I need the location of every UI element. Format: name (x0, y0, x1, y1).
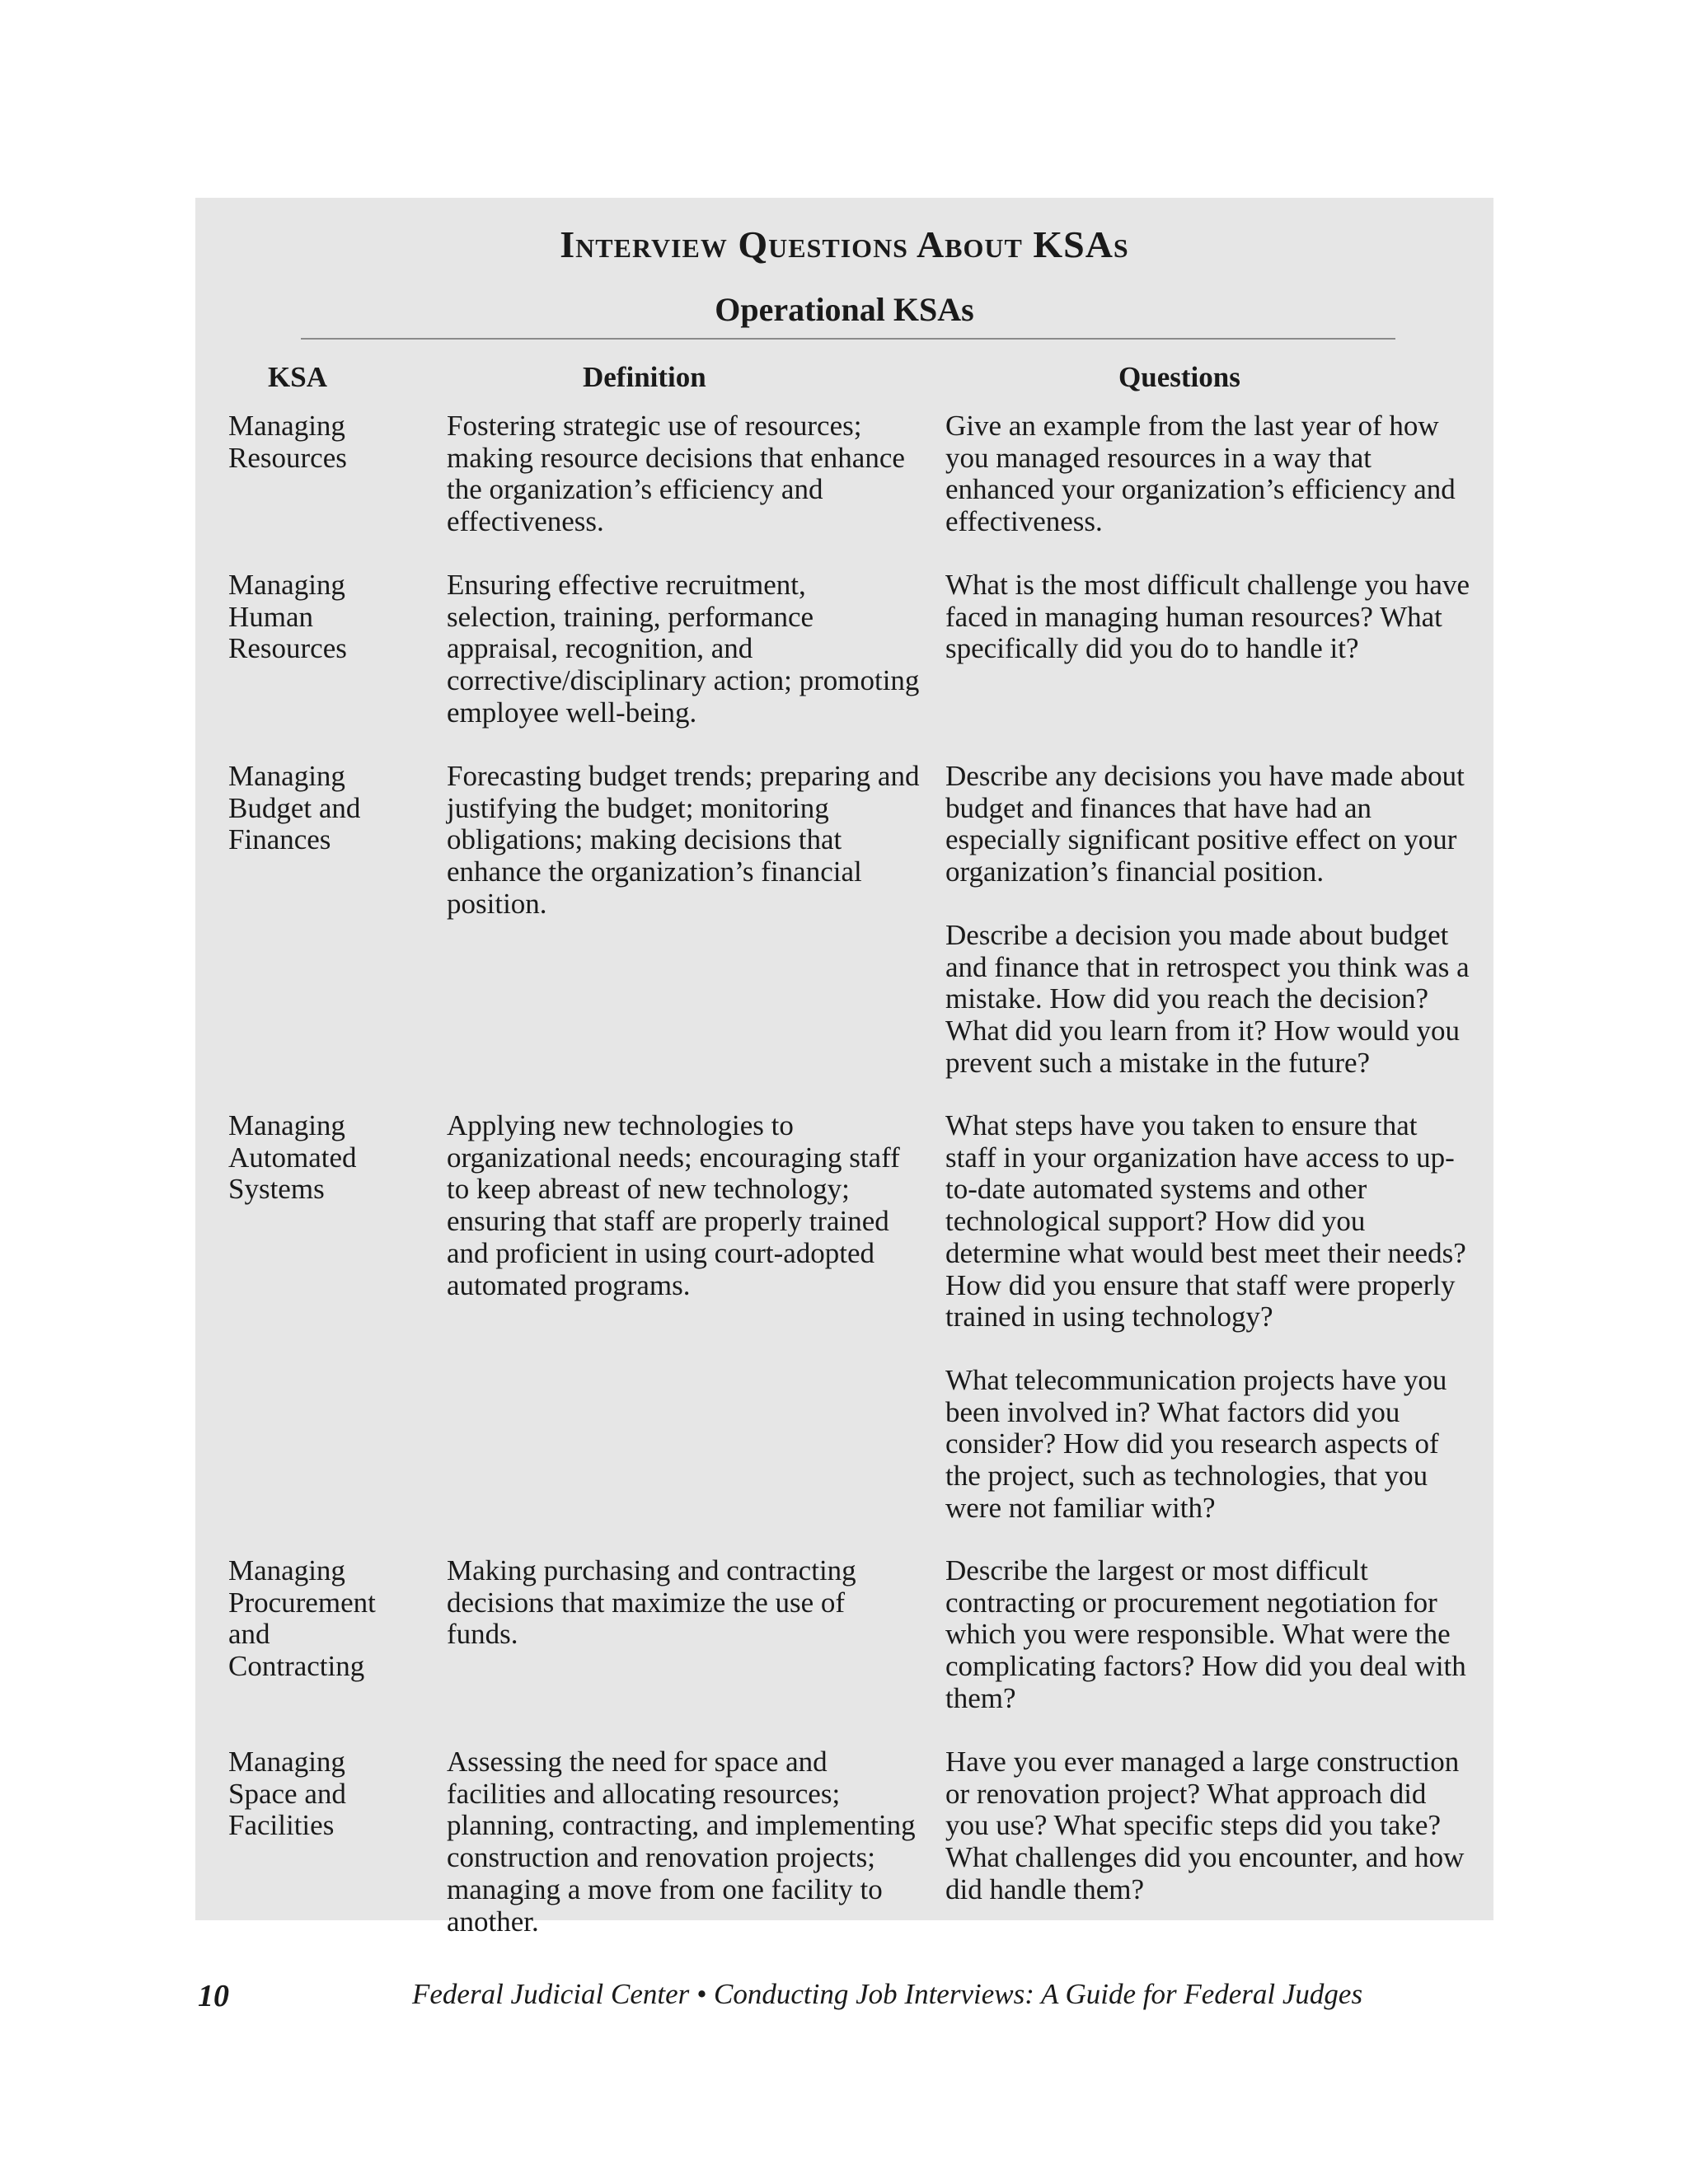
ksa-cell: Managing Space and Facilities (228, 1746, 346, 1842)
panel-title: Interview Questions About KSAs (560, 223, 1129, 265)
definition-cell: Ensuring effective recruitment, selection, training, performance appraisal, recognition, and corrective/disciplinary action; promoting employee well-being. (447, 569, 920, 729)
column-header-ksa: KSA (268, 361, 327, 393)
question-text: Give an example from the last year of how you managed resources in a way that enhanced your organization’s efficiency and effectiveness. (945, 410, 1456, 538)
table-row (195, 569, 1493, 729)
definition-cell: Forecasting budget trends; preparing and justifying the budget; monitoring obligations; making decisions that enhance the organization’s financial position. (447, 760, 920, 920)
definition-cell: Making purchasing and contracting decisions that maximize the use of funds. (447, 1554, 856, 1651)
questions-cell (945, 410, 1473, 538)
ksa-cell: Managing Procurement and Contracting (228, 1554, 376, 1683)
page-number: 10 (198, 1979, 229, 2013)
panel-subtitle: Operational KSAs (715, 291, 974, 328)
question-text: Describe a decision you made about budget and finance that in retrospect you think was a mistake. How did you reach the decision? What did you learn from it? How would you prevent such a mistake in the future? (945, 918, 1470, 1079)
title-divider (301, 338, 1395, 340)
question-text: Describe the largest or most difficult contracting or procurement negotiation for which you were responsible. What were the complicating factors? How did you deal with them? (945, 1554, 1466, 1714)
table-row (195, 410, 1493, 538)
questions-cell (945, 1555, 1473, 1715)
question-text: What is the most difficult challenge you have faced in managing human resources? What specifically did you do to handle it? (945, 569, 1470, 665)
questions-cell (945, 569, 1473, 665)
ksa-cell: Managing Human Resources (228, 569, 347, 665)
table-row (195, 1110, 1493, 1524)
table-row (195, 761, 1493, 1079)
column-header-definition: Definition (583, 361, 706, 393)
question-text: What telecommunication projects have you been involved in? What factors did you consider? How did you research aspects of the project, such as technologies, that you were not familiar with? (945, 1363, 1447, 1524)
column-header-questions: Questions (1118, 361, 1240, 393)
definition-cell: Fostering strategic use of resources; making resource decisions that enhance the organization’s efficiency and effectiveness. (447, 410, 905, 538)
ksa-cell: Managing Budget and Finances (228, 760, 361, 856)
question-text: Have you ever managed a large construction or renovation project? What approach did you use? What specific steps did you take? What challenges did you encounter, and how did handle them? (945, 1746, 1465, 1905)
question-text: Describe any decisions you have made about budget and finances that have had an especially significant positive effect on your organization’s financial position. (945, 760, 1465, 888)
definition-cell: Applying new technologies to organizational needs; encouraging staff to keep abreast of new technology; ensuring that staff are properly trained and proficient in using court-adopted automated programs. (447, 1109, 900, 1301)
ksa-table (195, 410, 1493, 1969)
questions-cell (945, 1746, 1473, 1906)
questions-cell (945, 1110, 1473, 1524)
definition-cell: Assessing the need for space and facilities and allocating resources; planning, contracting, and implementing construction and renovation projects; managing a move from one facility to another. (447, 1746, 916, 1938)
questions-cell (945, 761, 1473, 1079)
ksa-panel (195, 198, 1493, 1938)
ksa-cell: Managing Automated Systems (228, 1109, 357, 1206)
ksa-cell: Managing Resources (228, 410, 347, 474)
question-text: What steps have you taken to ensure that staff in your organization have access to up-to-date automated systems and other technological support? How did you determine what would best meet their needs? How did you ensure that staff were properly trained in using technology? (945, 1109, 1466, 1333)
running-title: Federal Judicial Center • Conducting Job Interviews: A Guide for Federal Judges (412, 1978, 1363, 2010)
page-footer (0, 1978, 1688, 2019)
table-row (195, 1746, 1493, 1938)
table-row (195, 1555, 1493, 1715)
